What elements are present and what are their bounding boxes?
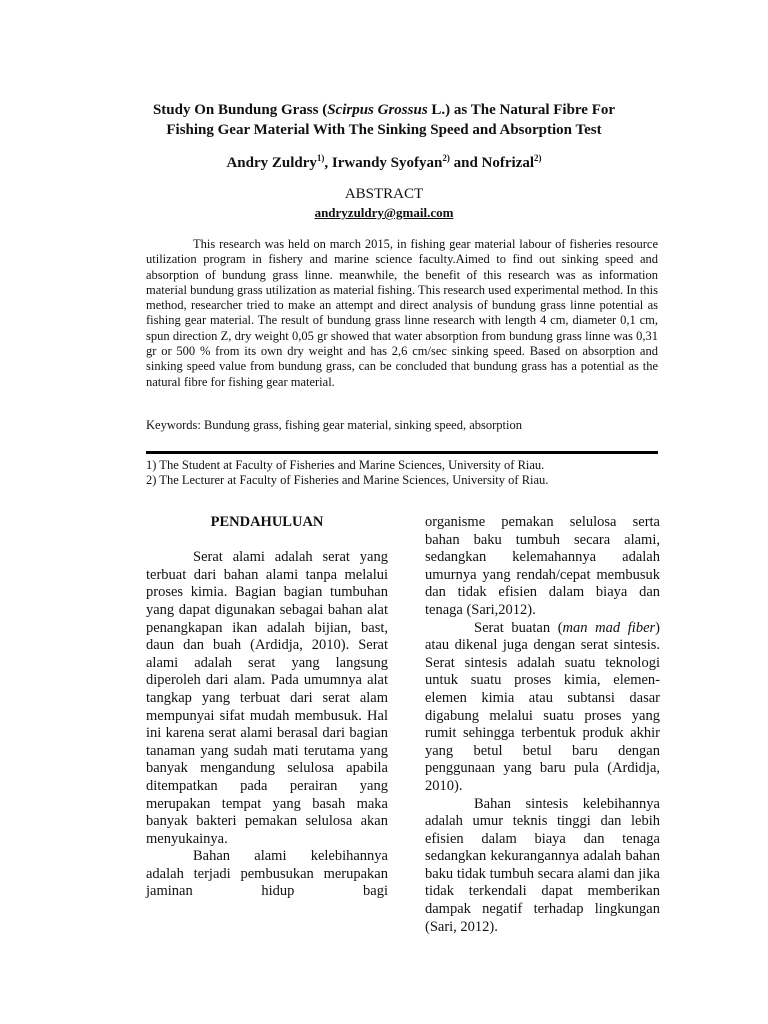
- paper-title: [110, 100, 658, 140]
- paragraph: organisme pemakan selulosa serta bahan baku tumbuh secara alami, sedangkan kelemahannya adalah umurnya yang rendah/cepat membusuk dan tidak efisien dalam biaya dan tenaga (Sari,2012).: [425, 514, 660, 618]
- paragraph: Bahan sintesis kelebihannya adalah umur teknis tinggi dan lebih efisien dalam biaya dan tenaga sedangkan kekurangannya adalah bahan baku tidak tumbuh secara alami dan jika tidak terkendali dapat memberikan dampak negatif terhadap lingkungan (Sari, 2012).: [425, 795, 660, 935]
- keywords: Keywords: Bundung grass, fishing gear material, sinking speed, absorption: [146, 418, 522, 432]
- affiliation-2: 2) The Lecturer at Faculty of Fisheries and Marine Sciences, University of Riau.: [146, 472, 549, 487]
- section-heading: PENDAHULUAN: [210, 514, 324, 530]
- title-line-2: Fishing Gear Material With The Sinking Speed and Absorption Test: [166, 122, 602, 138]
- left-column: [146, 514, 388, 901]
- section-divider: [146, 451, 658, 454]
- affiliation-1: 1) The Student at Faculty of Fisheries and Marine Sciences, University of Riau.: [146, 458, 545, 472]
- right-column: [425, 514, 660, 936]
- paragraph: Serat buatan (man mad fiber) atau dikenal juga dengan serat sintesis. Serat sintesis adalah suatu teknologi untuk suatu proses kimia, elemen-elemen kimia atau subtansi dasar digabung melalui suatu proses yang rumit sehingga terbentuk produk akhir yang betul betul baru dengan penggunaan yang baru pula (Ardidja, 2010).: [425, 619, 660, 794]
- species-name: Scirpus Grossus: [327, 102, 428, 118]
- affiliations: [146, 458, 666, 487]
- author-email[interactable]: andryzuldry@gmail.com: [314, 205, 454, 220]
- author-list: Andry Zuldry$^{1)}$, Irwandy Syofyan$^{2)}$ and Nofrizal$^{2)}$: [226, 153, 542, 171]
- author-3: Nofrizal: [481, 155, 535, 171]
- title-line-1: Study On Bundung Grass (Scirpus Grossus L.) as The Natural Fibre For: [152, 102, 616, 118]
- abstract-heading: ABSTRACT: [344, 186, 424, 202]
- author-2: Irwandy Syofyan: [331, 155, 443, 171]
- paragraph: Serat alami adalah serat yang terbuat dari bahan alami tanpa melalui proses kimia. Bagian bagian tumbuhan yang dapat digunakan sebagai bahan alat penangkapan ikan adalah bijian, bast, daun dan buah (Ardidja, 2010). Serat alami adalah serat yang langsung diperoleh dari alam. Pada umumnya alat tangkap yang terbuat dari serat alam mempunyai sifat mudah membusuk. Hal ini karena serat alami berasal dari bagian tanaman yang sudah mati terutama yang banyak mengandung selulosa apabila ditempatkan pada perairan yang merupakan tempat yang basah maka banyak bakteri pemakan selulosa akan menyukainya.: [146, 549, 388, 847]
- italic-term: man mad fiber: [562, 619, 656, 636]
- author-1: Andry Zuldry: [226, 155, 317, 171]
- abstract-body: This research was held on march 2015, in fishing gear material labour of fisheries resource utilization program in fishery and marine science faculty.Aimed to find out sinking speed and absorption of bundung grass linne. meanwhile, the benefit of this research was as information material bundung grass utilization as material fishing. This research used experimental method. In this method, researcher tried to make an attempt and direct analysis of bundung grass linne potential as fishing gear material. The result of bundung grass linne research with length 4 cm, diameter 0,1 cm, spun direction Z, dry weight 0,05 gr showed that water absorption from bundung grass linne was 0,31 gr or 500 % from its own dry weight and has 2,6 cm/sec sinking speed. Based on absorption and sinking speed value from bundung grass, can be concluded that bundung grass has a potential as the natural fibre for fishing gear material.: [146, 237, 658, 389]
- paragraph: Bahan alami kelebihannya adalah terjadi pembusukan merupakan jaminan hidup bagi: [146, 848, 388, 900]
